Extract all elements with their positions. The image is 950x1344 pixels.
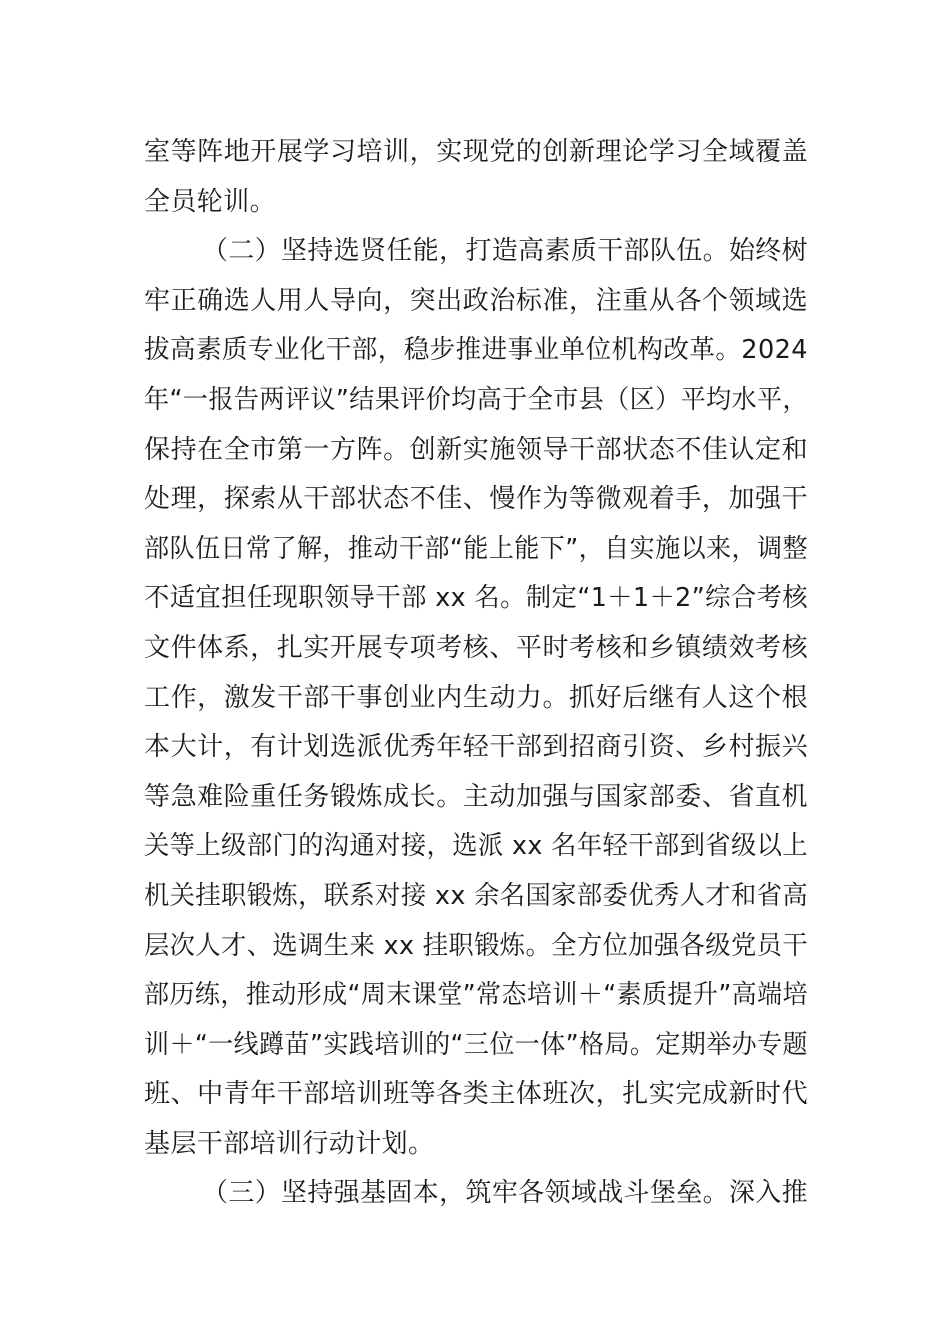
text-line: 全员轮训。 [144,186,277,217]
text-line: 部队伍日常了解，推动干部“能上能下”，自实施以来，调整 [144,533,809,564]
text-line: 工作，激发干部干事创业内生动力。抓好后继有人这个根 [144,682,808,713]
text-line: 部历练，推动形成“周末课堂”常态培训＋“素质提升”高端培 [144,980,809,1011]
text-line: 不适宜担任现职领导干部 xx 名。制定“1＋1＋2”综合考核 [144,583,809,614]
text-line: 训＋“一线蹲苗”实践培训的“三位一体”格局。定期举办专题 [144,1029,809,1060]
text-line: 关等上级部门的沟通对接，选派 xx 名年轻干部到省级以上 [144,831,809,862]
text-line: 基层干部培训行动计划。 [144,1128,435,1159]
text-line: 室等阵地开展学习培训，实现党的创新理论学习全域覆盖 [144,137,808,167]
text-line: 牢正确选人用人导向，突出政治标准，注重从各个领域选 [144,285,808,316]
text-line: 保持在全市第一方阵。创新实施领导干部状态不佳认定和 [144,434,808,465]
text-line: 拔高素质专业化干部，稳步推进事业单位机构改革。2024 [144,335,808,366]
text-line: 机关挂职锻炼，联系对接 xx 余名国家部委优秀人才和省高 [144,880,809,911]
body-text [144,128,808,1219]
text-line: 等急难险重任务锻炼成长。主动加强与国家部委、省直机 [144,781,808,812]
text-line: 本大计，有计划选派优秀年轻干部到招商引资、乡村振兴 [144,732,808,763]
section-heading-line: （三）坚持强基固本，筑牢各领域战斗堡垒。深入推 [202,1178,808,1209]
text-line: 班、中青年干部培训班等各类主体班次，扎实完成新时代 [144,1079,808,1110]
text-line: 处理，探索从干部状态不佳、慢作为等微观着手，加强干 [144,484,808,515]
section-heading-line: （二）坚持选贤任能，打造高素质干部队伍。始终树 [202,236,808,267]
text-line: 层次人才、选调生来 xx 挂职锻炼。全方位加强各级党员干 [144,930,809,961]
text-line: 文件体系，扎实开展专项考核、平时考核和乡镇绩效考核 [144,632,808,663]
text-line: 年“一报告两评议”结果评价均高于全市县（区）平均水平， [144,384,809,415]
